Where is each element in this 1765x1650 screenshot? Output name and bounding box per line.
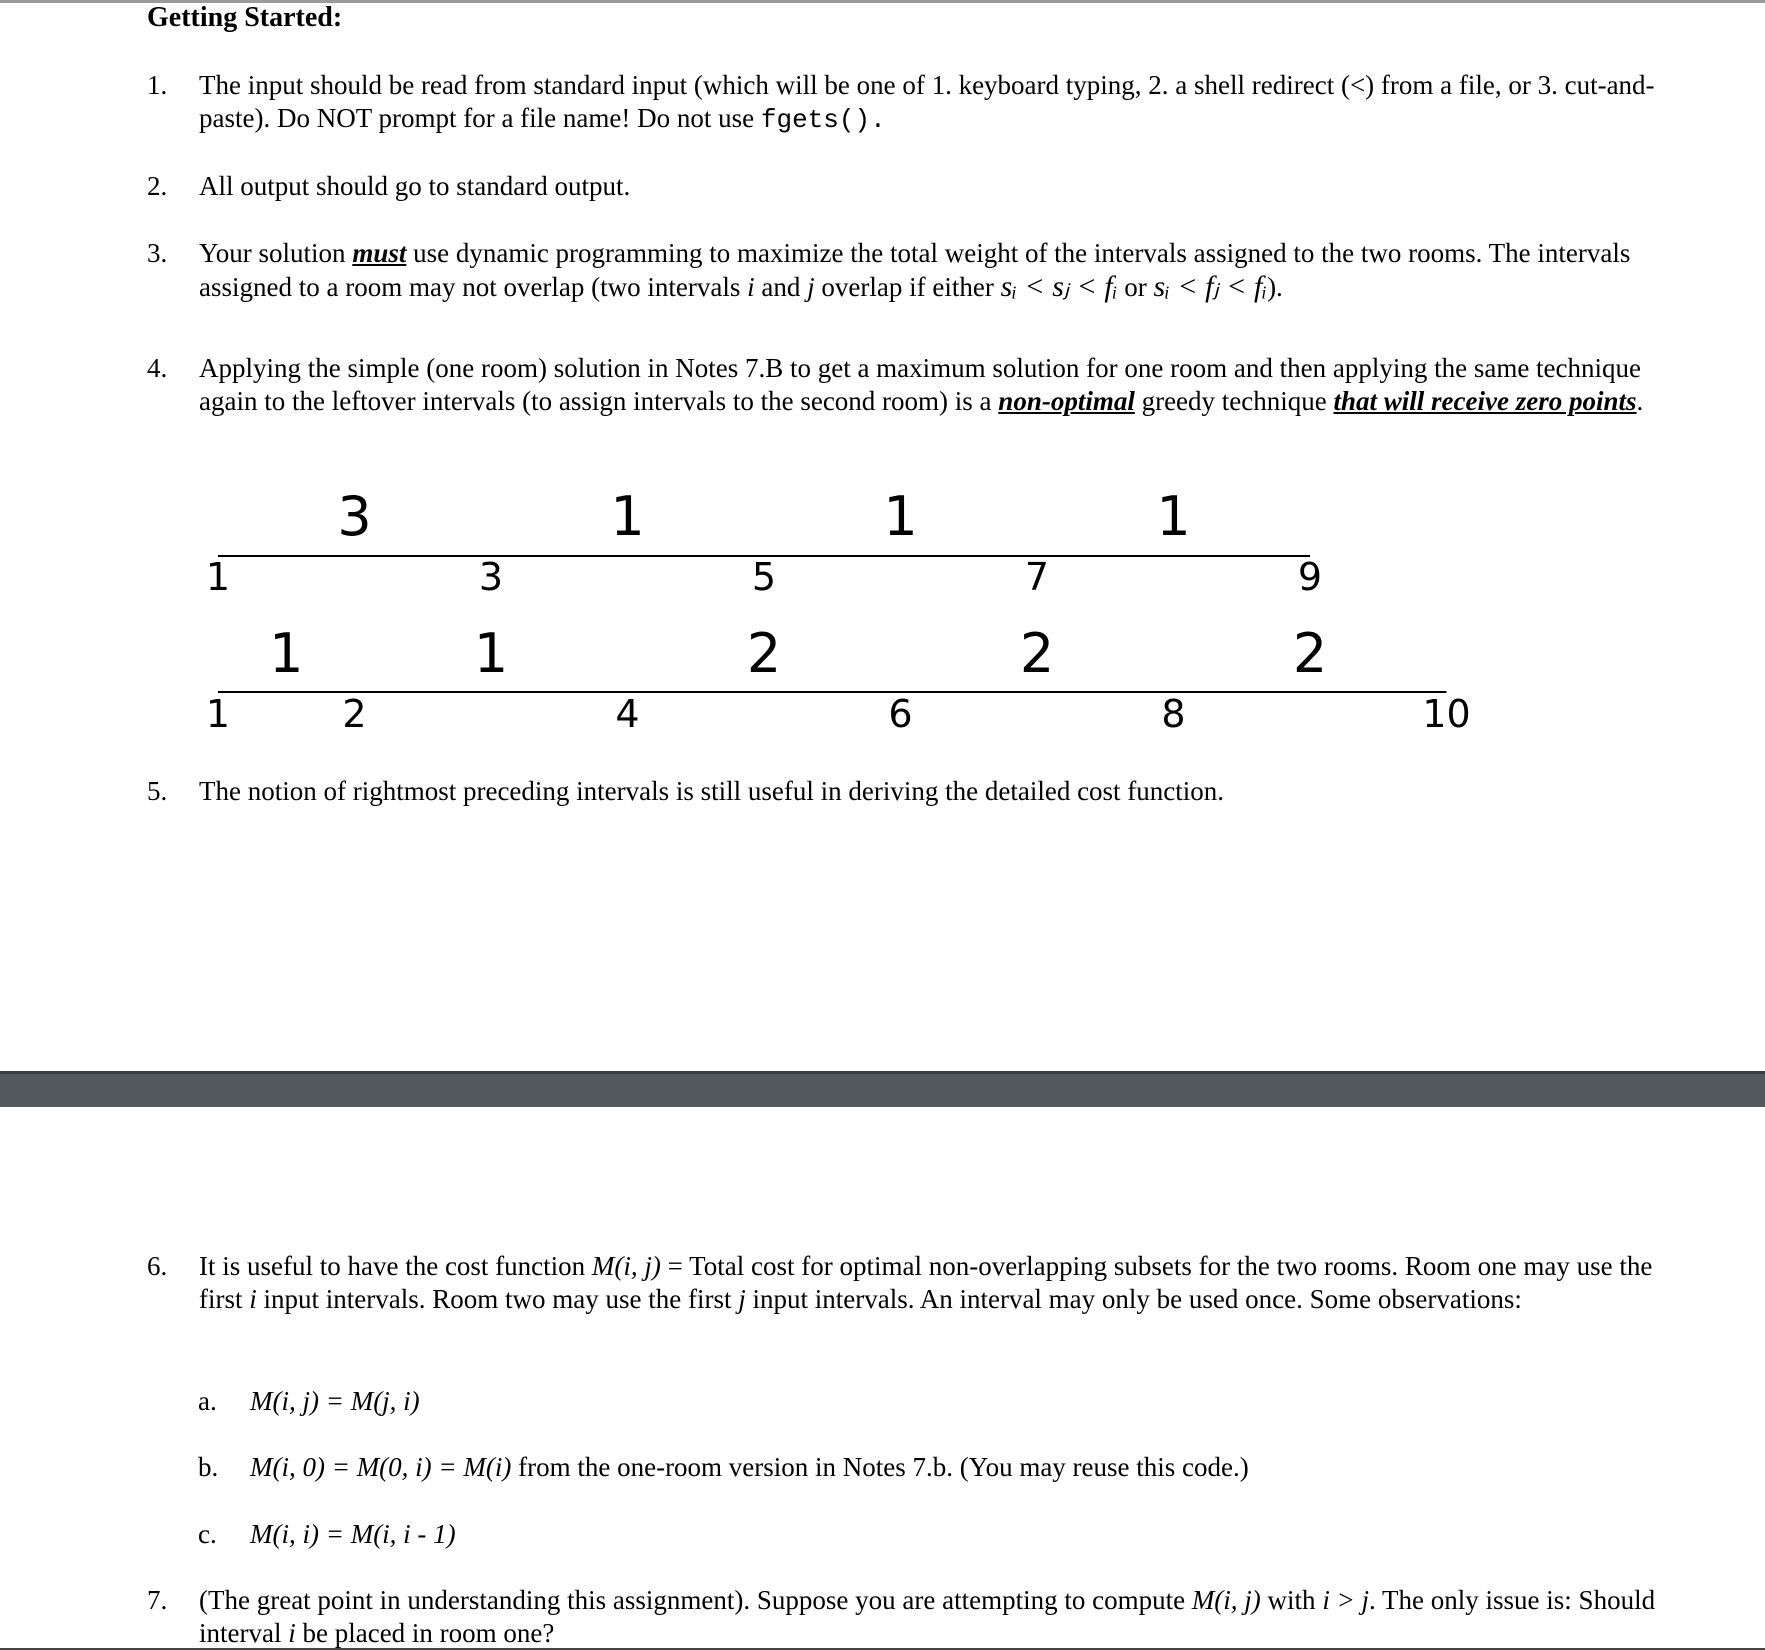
row2-interval-weight: 1 [269,622,304,685]
overlap-condition-1: sᵢ < sⱼ < fᵢ [1000,270,1118,303]
diagram-row-2 [206,622,1471,736]
item-body: It is useful to have the cost function M(i, j) = Total cost for optimal non-overlapping subsets for the two rooms. Room one may use the first i input intervals. Room two may use the first j input intervals. An interval may only be used once. Some observations: [199,1251,1653,1314]
item-number: 6. [147,1251,168,1281]
item-body: (The great point in understanding this assignment). Suppose you are attempting to compute M(i, j) with i > j. The only issue is: Should interval i be placed in room one? [199,1585,1656,1648]
emphasis-non-optimal: non-optimal [998,386,1135,416]
row1-time-label: 5 [751,555,777,599]
item-number: 1. [147,70,168,100]
list-item-2 [147,170,1657,203]
row2-time-label: 8 [1161,692,1186,736]
row2-interval-weight: 2 [1292,622,1328,685]
row1-interval-weight: 1 [1156,485,1191,548]
list-item-3 [147,236,1657,304]
sub-item-c: c. M(i, i) = M(i, i - 1) [198,1519,456,1549]
row2-time-label: 4 [615,692,640,736]
item-body: Applying the simple (one room) solution in Notes 7.B to get a maximum solution for one room and then applying the same technique again to the leftover intervals (to assign intervals to the second room) is a non-optimal greedy technique that will receive zero points. [199,353,1644,416]
row2-interval-weight: 2 [746,622,782,685]
item-number: 7. [147,1585,168,1615]
list-item-7 [147,1584,1657,1650]
row2-time-label: 10 [1422,692,1471,736]
diagram-row-1 [206,485,1322,599]
item-number: 4. [147,353,168,383]
row1-time-label: 9 [1297,555,1323,599]
item-number: 5. [147,776,168,806]
list-item-1 [147,69,1657,137]
section-title: Getting Started: [147,2,343,33]
row2-time-label: 2 [342,692,367,736]
emphasis-must: must [352,238,407,268]
item-body: The notion of rightmost preceding intervals is still useful in deriving the detailed cost function. [199,776,1225,806]
code-fgets: fgets(). [760,105,886,135]
row2-time-label: 1 [205,692,231,736]
list-item-5 [147,775,1657,808]
row1-time-label: 7 [1024,555,1050,599]
row2-interval-weight: 2 [1019,622,1055,685]
row1-time-label: 1 [205,555,231,599]
sub-item-a: a. M(i, j) = M(j, i) [198,1386,420,1416]
row1-time-label: 3 [478,555,504,599]
item-number: 3. [147,238,168,268]
list-item-6 [147,1250,1657,1316]
page-separator [0,1071,1765,1107]
overlap-condition-2: sᵢ < fⱼ < fᵢ [1153,270,1268,303]
item-body: Your solution must use dynamic programming to maximize the total weight of the intervals assigned to the two rooms. The intervals assigned to a room may not overlap (two intervals i and j overlap if either sᵢ < sⱼ < fᵢ or sᵢ < fⱼ < fᵢ). [199,238,1631,303]
item-number: 2. [147,171,168,201]
interval-diagram [0,470,1765,750]
emphasis-zero-points: that will receive zero points [1333,386,1637,416]
row1-interval-weight: 1 [883,485,918,548]
item-body: All output should go to standard output. [199,171,631,201]
list-item-4 [147,352,1657,418]
row2-interval-weight: 1 [473,622,509,685]
item-body: The input should be read from standard input (which will be one of 1. keyboard typing, 2. a shell redirect (<) from a file, or 3. cut-and-paste). Do NOT prompt for a file name! Do not use fgets(). [199,70,1655,135]
cost-function: M(i, j) [591,1251,661,1281]
row2-time-label: 6 [888,692,913,736]
row1-interval-weight: 3 [337,485,372,548]
row1-interval-weight: 1 [610,485,645,548]
sub-item-b: b. M(i, 0) = M(0, i) = M(i) from the one-room version in Notes 7.b. (You may reuse this code.) [198,1452,1249,1482]
